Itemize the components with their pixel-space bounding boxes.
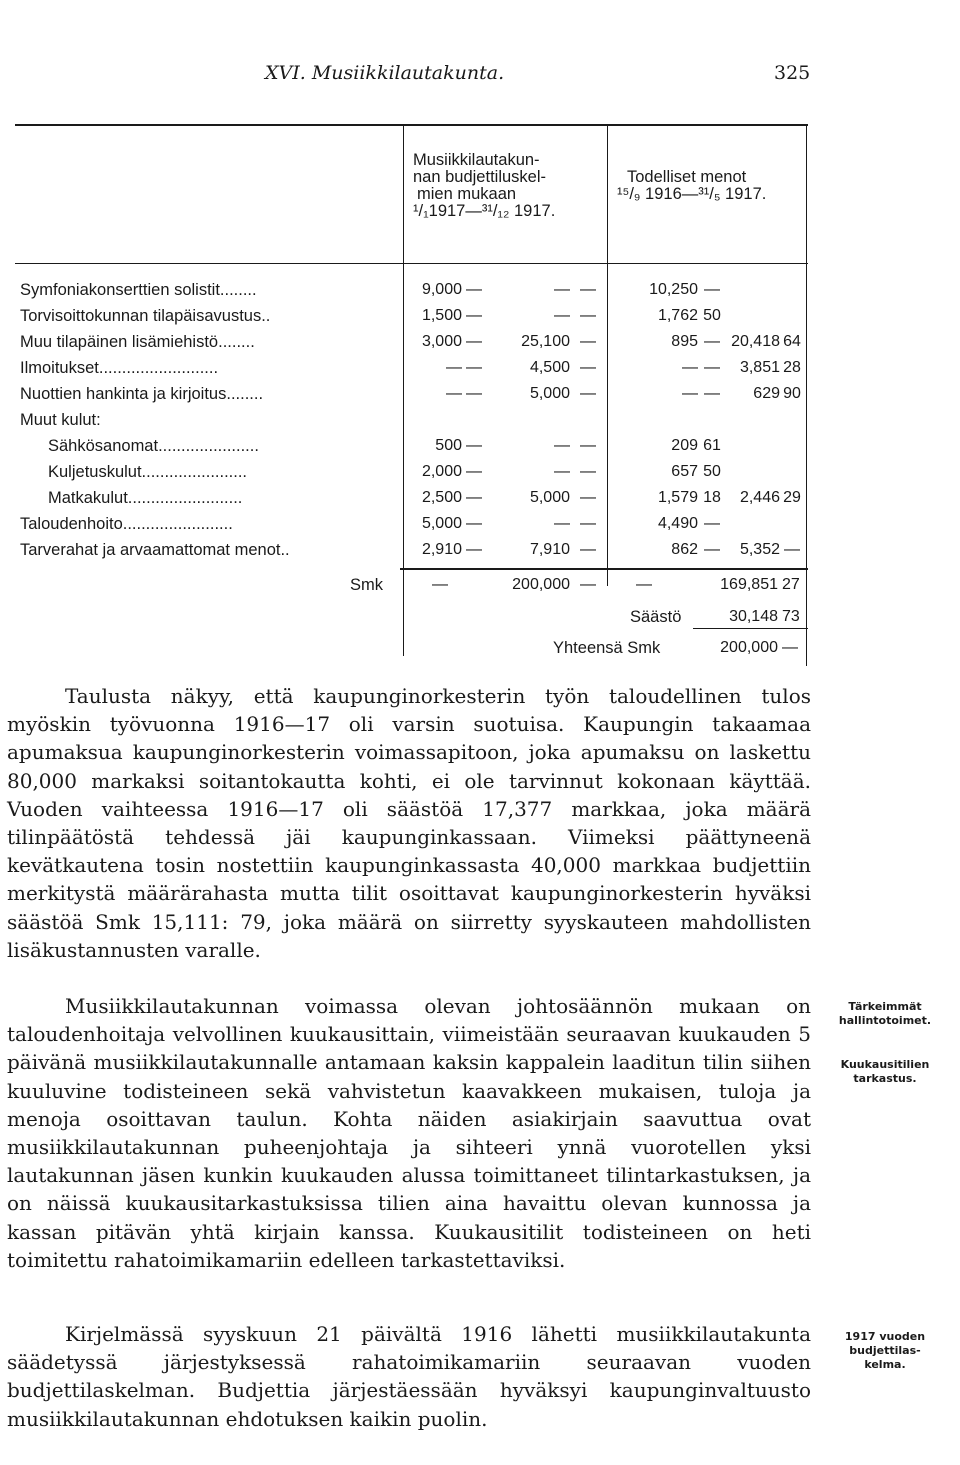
table-cell-a1: — xyxy=(682,359,698,376)
table-row-label: Sähkösanomat...................... xyxy=(48,437,259,455)
table-cell-b2d: — xyxy=(580,515,596,532)
running-head-title: XVI. Musiikkilautakunta. xyxy=(265,62,505,84)
table-cell-b2: — xyxy=(554,515,570,532)
paragraph-1: Taulusta näkyy, että kaupunginorkesterin työn taloudellinen tulos myöskin työvuonna 1916—17 oli varsin suotuisa. Kaupungin takaamaa apumaksua kaupunginorkesterin voimassapitoon, joka apumaksu on laskettu 80,000 markaksi soitantokautta kohti, ei ole tarvinnut kokonaan käyttää. Vuoden vaihteessa 1916—17 oli säästöä 17,377 markkaa, joka määrä tilinpäätöstä tehdessä jäi kaupunginkassaan. Viimeksi päättyneenä kevätkautena tosin nostettiin kaupunginkassasta 40,000 markkaa budjettiin merkitystä määrärahasta mutta tilit osoittavat kaupunginorkesterin hyväksi säästöä Smk 15,111: 79, joka määrä on siirretty syyskauteen mahdollisten lisäkustannusten varalle. xyxy=(7,684,811,962)
actual-column-header: Todelliset menot ¹⁵/₉ 1916—³¹/₅ 1917. xyxy=(617,168,767,203)
table-cell-a1d: — xyxy=(704,333,720,350)
table-cell-a1: 657 xyxy=(671,463,698,480)
table-cell-b2d: — xyxy=(580,463,596,480)
table-cell-b2: — xyxy=(554,307,570,324)
table-cell-a1: 1,579 xyxy=(657,489,698,506)
total-b1: — xyxy=(432,576,448,593)
table-cell-a1: 1,762 xyxy=(657,307,698,324)
paragraph-3: Kirjelmässä syyskuun 21 päivältä 1916 lähetti musiikkilautakunta säädetyssä järjestyksessä rahatoimikamariin seuraavan vuoden budjettilaskelman. Budjettia järjestäessään hyväksyi kaupunginvaltuusto musiikkilautakunnan ehdotuksen kaikin puolin. xyxy=(7,1322,811,1431)
header-rule xyxy=(15,263,808,264)
table-row-label: Symfoniakonserttien solistit........ xyxy=(20,281,257,299)
table-row-label: Torvisoittokunnan tilapäisavustus.. xyxy=(20,307,271,325)
table-cell-b1: 1,500 xyxy=(421,307,462,324)
table-cell-b1: 2,000 xyxy=(421,463,462,480)
grand-total-decimals: — xyxy=(782,639,798,656)
total-b2: 200,000 xyxy=(512,576,570,593)
table-cell-b2: — xyxy=(554,463,570,480)
table-cell-b1: 3,000 xyxy=(421,333,462,350)
table-cell-a2d: 64 xyxy=(783,333,801,350)
col-divider-right xyxy=(806,126,807,666)
col-divider-label xyxy=(403,126,404,656)
table-cell-a2d: 90 xyxy=(783,385,801,402)
total-label: Smk xyxy=(350,576,383,594)
table-top-rule xyxy=(15,124,808,126)
table-cell-a1d: — xyxy=(704,541,720,558)
table-cell-b2d: — xyxy=(580,359,596,376)
table-cell-b1d: — xyxy=(466,359,482,376)
savings-value: 30,148 xyxy=(729,608,778,625)
table-cell-a1: 209 xyxy=(671,437,698,454)
table-cell-b2: — xyxy=(554,437,570,454)
table-cell-a1d: 50 xyxy=(703,463,721,480)
table-cell-b1d: — xyxy=(466,541,482,558)
total-b2-decimals: — xyxy=(580,576,596,593)
table-cell-b1d: — xyxy=(466,385,482,402)
table-cell-b2d: — xyxy=(580,489,596,506)
table-cell-b1d: — xyxy=(466,437,482,454)
table-cell-b1d: — xyxy=(466,333,482,350)
table-cell-a2d: 29 xyxy=(783,489,801,506)
table-cell-b2: 4,500 xyxy=(529,359,570,376)
table-cell-b2: 5,000 xyxy=(529,489,570,506)
table-cell-b1: 500 xyxy=(435,437,462,454)
table-cell-b1d: — xyxy=(466,281,482,298)
table-cell-b2d: — xyxy=(580,333,596,350)
table-cell-b1: — xyxy=(446,385,462,402)
table-cell-a2d: 28 xyxy=(783,359,801,376)
col-divider-budget xyxy=(607,126,608,586)
margin-note-kuukausitilien: Kuukausitilien tarkastus. xyxy=(840,1058,930,1085)
table-row-label: Taloudenhoito........................ xyxy=(20,515,233,533)
grand-total-label: Yhteensä Smk xyxy=(553,639,661,657)
table-cell-b2d: — xyxy=(580,281,596,298)
table-cell-b2d: — xyxy=(580,385,596,402)
table-cell-a1d: 18 xyxy=(703,489,721,506)
table-cell-b1d: — xyxy=(466,307,482,324)
table-cell-a1d: — xyxy=(704,359,720,376)
table-cell-a2: 3,851 xyxy=(739,359,780,376)
table-cell-b1d: — xyxy=(466,515,482,532)
table-row-label: Tarverahat ja arvaamattomat menot.. xyxy=(20,541,290,559)
table-row-label: Muu tilapäinen lisämiehistö........ xyxy=(20,333,255,351)
table-row-label: Matkakulut......................... xyxy=(48,489,243,507)
table-cell-a1: 10,250 xyxy=(649,281,698,298)
table-cell-a2: 629 xyxy=(753,385,780,402)
table-cell-b2: — xyxy=(554,281,570,298)
table-cell-a2: 2,446 xyxy=(739,489,780,506)
table-row-label: Ilmoitukset.......................... xyxy=(20,359,219,377)
table-cell-b2: 7,910 xyxy=(529,541,570,558)
table-cell-b1: 9,000 xyxy=(421,281,462,298)
total-a2-decimals: 27 xyxy=(782,576,800,593)
table-cell-a1: 895 xyxy=(671,333,698,350)
table-cell-b1: 5,000 xyxy=(421,515,462,532)
margin-note-budjetti: 1917 vuoden budjettilas- kelma. xyxy=(844,1330,926,1371)
table-cell-b1d: — xyxy=(466,463,482,480)
table-cell-a1: 862 xyxy=(671,541,698,558)
table-cell-b1: 2,500 xyxy=(421,489,462,506)
margin-note-hallintotoimet: Tärkeimmät hallintotoimet. xyxy=(838,1000,932,1027)
table-cell-a1d: 50 xyxy=(703,307,721,324)
table-cell-a1d: — xyxy=(704,515,720,532)
table-cell-b2: 5,000 xyxy=(529,385,570,402)
table-row-label: Muut kulut: xyxy=(20,411,101,429)
grand-total-value: 200,000 xyxy=(720,639,778,656)
table-row-label: Kuljetuskulut....................... xyxy=(48,463,247,481)
paragraph-2: Musiikkilautakunnan voimassa olevan johtosäännön mukaan on taloudenhoitaja velvollinen kuukausittain, viimeistään seuraavan kuukauden 5 päivänä musiikkilautakunnalle antamaan kaksin kappalein laaditun tilin siihen kuuluvine todisteineen sekä vahvistetun kaavakkeen mukaisen, tuloja ja menoja osoittavan taulun. Kohta näiden asiakirjain saavuttua ovat musiikkilautakunnan puheenjohtaja ja sihteeri ynnä vuorotellen yksi lautakunnan jäsen kunkin kuukauden alussa toimittaneet tilintarkastuksen, ja on näissä kuukausitarkastuksissa tilien aina havaittu olevan kunnossa ja kassan pitävän yhtä kirjain kanssa. Kuukausitilit todisteineen on heti toimitettu rahatoimikamariin edelleen tarkastettaviksi. xyxy=(7,994,811,1272)
budget-column-header: Musiikkilautakun- nan budjettiluskel- mien mukaan ¹/₁1917—³¹/₁₂ 1917. xyxy=(413,151,556,220)
table-cell-b2d: — xyxy=(580,307,596,324)
table-cell-a1d: 61 xyxy=(703,437,721,454)
table-row-label: Nuottien hankinta ja kirjoitus........ xyxy=(20,385,264,403)
savings-rule xyxy=(693,628,808,629)
table-cell-a2: 20,418 xyxy=(731,333,780,350)
table-cell-a1d: — xyxy=(704,281,720,298)
table-cell-a1: — xyxy=(682,385,698,402)
table-cell-a1: 4,490 xyxy=(657,515,698,532)
table-cell-a1d: — xyxy=(704,385,720,402)
savings-decimals: 73 xyxy=(782,608,800,625)
total-a1: — xyxy=(636,576,652,593)
total-rule xyxy=(400,568,808,570)
table-cell-a2d: — xyxy=(784,541,800,558)
table-cell-b1: — xyxy=(446,359,462,376)
total-a2: 169,851 xyxy=(720,576,778,593)
table-cell-b1: 2,910 xyxy=(421,541,462,558)
page-number: 325 xyxy=(774,62,811,84)
table-cell-b2d: — xyxy=(580,437,596,454)
savings-label: Säästö xyxy=(630,608,682,626)
table-cell-b2: 25,100 xyxy=(521,333,570,350)
table-cell-a2: 5,352 xyxy=(739,541,780,558)
table-cell-b2d: — xyxy=(580,541,596,558)
table-cell-b1d: — xyxy=(466,489,482,506)
